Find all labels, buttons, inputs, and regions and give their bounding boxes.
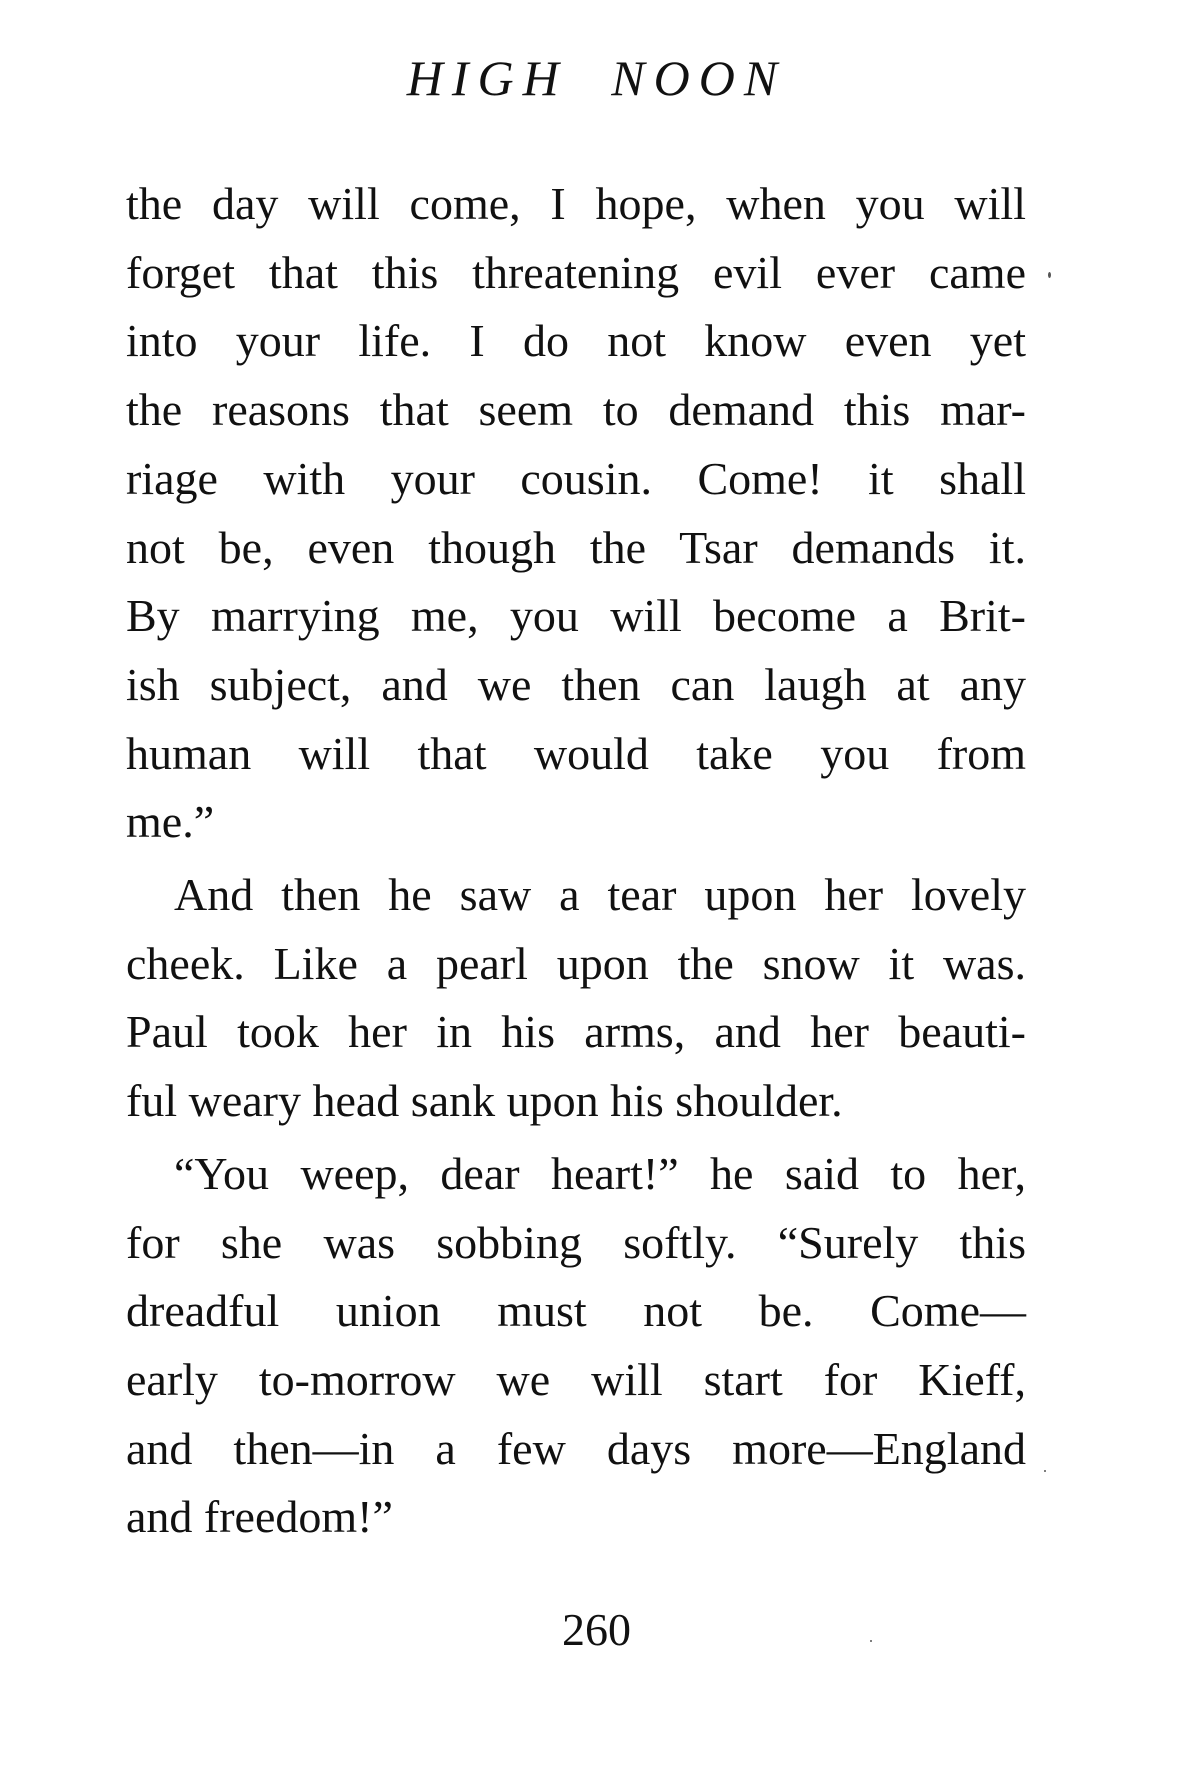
paragraph (126, 1140, 1026, 1552)
text-line: the day will come, I hope, when you will (126, 178, 1026, 229)
text-line: cheek. Like a pearl upon the snow it was. (126, 937, 1026, 989)
page-number: 260 (562, 1604, 631, 1655)
text-line: me.” (126, 796, 215, 848)
text-line: forget that this threatening evil ever came (126, 246, 1026, 298)
body-text (126, 170, 1026, 1552)
text-line: into your life. I do not know even yet (126, 315, 1026, 367)
text-line: ful weary head sank upon his shoulder. (126, 1075, 843, 1127)
text-line: By marrying me, you will become a Brit- (126, 590, 1026, 642)
text-line: ish subject, and we then can laugh at any (126, 658, 1026, 710)
text-line: for she was sobbing softly. “Surely this (126, 1216, 1026, 1268)
scan-speck (1044, 1470, 1046, 1472)
text-line: And then he saw a tear upon her lovely (174, 869, 1026, 921)
text-line: not be, even though the Tsar demands it. (126, 521, 1026, 573)
text-line: the reasons that seem to demand this mar- (126, 384, 1026, 436)
text-line: and freedom!” (126, 1491, 393, 1543)
paragraph (126, 861, 1026, 1136)
paragraph (126, 170, 1026, 857)
text-line: riage with your cousin. Come! it shall (126, 452, 1026, 504)
text-line: Paul took her in his arms, and her beauti- (126, 1006, 1026, 1058)
text-line: and then—in a few days more—England (126, 1422, 1026, 1474)
text-line: early to-morrow we will start for Kieff, (126, 1353, 1026, 1405)
running-head: HIGH NOON (406, 50, 787, 106)
scan-speck (1048, 272, 1051, 278)
scan-speck (870, 1640, 872, 1642)
text-line: human will that would take you from (126, 727, 1026, 779)
text-line: “You weep, dear heart!” he said to her, (174, 1147, 1026, 1199)
text-line: dreadful union must not be. Come— (126, 1285, 1026, 1337)
